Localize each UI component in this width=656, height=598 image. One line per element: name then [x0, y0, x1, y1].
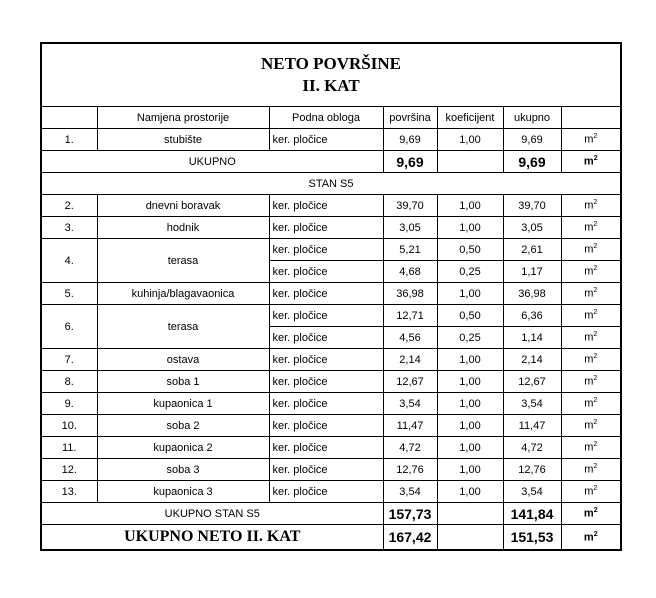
room-name: soba 2 [97, 415, 269, 437]
row-number: 11. [41, 437, 97, 459]
area-value: 5,21 [383, 239, 437, 261]
unit-exponent: 2 [593, 353, 598, 361]
subtotal-area: 9,69 [383, 151, 437, 173]
unit-exponent: 2 [593, 331, 598, 339]
floor-type: ker. pločice [269, 437, 383, 459]
area-value: 36,98 [383, 283, 437, 305]
room-name: hodnik [97, 217, 269, 239]
row-number: 8. [41, 371, 97, 393]
unit-label: m [584, 133, 594, 146]
header-namjena: Namjena prostorije [97, 107, 269, 129]
unit-cell [561, 239, 621, 261]
unit-label: m [584, 199, 594, 212]
floor-type: ker. pločice [269, 459, 383, 481]
area-value: 4,68 [383, 261, 437, 283]
row-number: 4. [41, 239, 97, 283]
unit-exponent: 2 [593, 155, 598, 163]
subtotal-row [41, 503, 621, 525]
area-value: 3,54 [383, 393, 437, 415]
coefficient-value: 1,00 [437, 371, 503, 393]
row-number: 2. [41, 195, 97, 217]
subtotal-row [41, 151, 621, 173]
floor-type: ker. pločice [269, 305, 383, 327]
unit-exponent: 2 [593, 309, 598, 317]
room-name: terasa [97, 239, 269, 283]
grand-total-row [41, 525, 621, 551]
floor-type: ker. pločice [269, 283, 383, 305]
total-value: 2,14 [503, 349, 561, 371]
unit-exponent: 2 [593, 530, 598, 538]
table-row [41, 459, 621, 481]
unit-cell [561, 283, 621, 305]
coefficient-value: 1,00 [437, 217, 503, 239]
header-ukupno: ukupno [503, 107, 561, 129]
floor-type: ker. pločice [269, 239, 383, 261]
unit-exponent: 2 [593, 133, 598, 141]
table-row [41, 195, 621, 217]
table-row [41, 217, 621, 239]
subtotal-total: 141,84 [503, 503, 561, 525]
coefficient-value: 1,00 [437, 129, 503, 151]
subtotal-label: UKUPNO [41, 151, 383, 173]
unit-cell [561, 195, 621, 217]
floor-type: ker. pločice [269, 327, 383, 349]
unit-exponent: 2 [593, 287, 598, 295]
total-value: 12,76 [503, 459, 561, 481]
floor-type: ker. pločice [269, 195, 383, 217]
header-koeficijent: koeficijent [437, 107, 503, 129]
unit-cell [561, 129, 621, 151]
room-name: kupaonica 2 [97, 437, 269, 459]
subtotal-area: 157,73 [383, 503, 437, 525]
stan-rows [41, 195, 621, 503]
coefficient-value: 1,00 [437, 415, 503, 437]
grand-total-coef-empty [437, 525, 503, 551]
room-name: dnevni boravak [97, 195, 269, 217]
unit-exponent: 2 [593, 243, 598, 251]
header-povrsina: površina [383, 107, 437, 129]
unit-label: m [584, 221, 594, 234]
table-row [41, 393, 621, 415]
row-number: 7. [41, 349, 97, 371]
title-line-2: II. KAT [302, 76, 360, 95]
subtotal-coef-empty [437, 503, 503, 525]
room-name: kuhinja/blagavaonica [97, 283, 269, 305]
unit-label: m [584, 243, 594, 256]
total-value: 3,54 [503, 393, 561, 415]
unit-label: m [584, 375, 594, 388]
coefficient-value: 1,00 [437, 195, 503, 217]
total-value: 6,36 [503, 305, 561, 327]
area-value: 11,47 [383, 415, 437, 437]
coefficient-value: 0,25 [437, 261, 503, 283]
unit-label: m [584, 353, 594, 366]
unit-label: m [584, 397, 594, 410]
room-name: kupaonica 1 [97, 393, 269, 415]
unit-cell [561, 503, 621, 525]
total-value: 2,61 [503, 239, 561, 261]
row-number: 12. [41, 459, 97, 481]
unit-cell [561, 481, 621, 503]
section-label: STAN S5 [41, 173, 621, 195]
title-line-1: NETO POVRŠINE [261, 54, 401, 73]
header-empty [41, 107, 97, 129]
net-area-table [40, 42, 622, 551]
row-number: 6. [41, 305, 97, 349]
room-name: soba 1 [97, 371, 269, 393]
total-value: 36,98 [503, 283, 561, 305]
coefficient-value: 1,00 [437, 459, 503, 481]
header-unit-empty [561, 107, 621, 129]
unit-label: m [584, 309, 594, 322]
unit-cell [561, 415, 621, 437]
floor-type: ker. pločice [269, 371, 383, 393]
unit-label: m [584, 287, 594, 300]
area-value: 3,05 [383, 217, 437, 239]
grand-total-label: UKUPNO NETO II. KAT [41, 525, 383, 551]
unit-cell [561, 261, 621, 283]
unit-cell [561, 459, 621, 481]
floor-type: ker. pločice [269, 415, 383, 437]
header-row [41, 107, 621, 129]
row-number: 3. [41, 217, 97, 239]
floor-type: ker. pločice [269, 393, 383, 415]
unit-exponent: 2 [593, 507, 598, 515]
area-value: 39,70 [383, 195, 437, 217]
unit-exponent: 2 [593, 265, 598, 273]
floor-type: ker. pločice [269, 217, 383, 239]
table-row [41, 305, 621, 327]
unit-label: m [583, 531, 594, 544]
floor-type: ker. pločice [269, 129, 383, 151]
unit-cell [561, 151, 621, 173]
table-row [41, 371, 621, 393]
row-number: 5. [41, 283, 97, 305]
subtotal-total: 9,69 [503, 151, 561, 173]
table-row [41, 481, 621, 503]
header-podna: Podna obloga [269, 107, 383, 129]
area-table-sheet [40, 42, 620, 551]
area-value: 12,67 [383, 371, 437, 393]
unit-exponent: 2 [593, 199, 598, 207]
table-title [41, 43, 621, 107]
area-value: 12,76 [383, 459, 437, 481]
unit-label: m [583, 507, 594, 520]
unit-cell [561, 525, 621, 551]
table-row [41, 283, 621, 305]
coefficient-value: 0,25 [437, 327, 503, 349]
grand-total-total: 151,53 [503, 525, 561, 551]
unit-label: m [584, 331, 594, 344]
section-row [41, 173, 621, 195]
unit-label: m [584, 419, 594, 432]
unit-exponent: 2 [593, 485, 598, 493]
total-value: 3,05 [503, 217, 561, 239]
total-value: 1,17 [503, 261, 561, 283]
table-row [41, 349, 621, 371]
coefficient-value: 1,00 [437, 283, 503, 305]
total-value: 4,72 [503, 437, 561, 459]
table-row [41, 437, 621, 459]
unit-cell [561, 349, 621, 371]
row-number: 10. [41, 415, 97, 437]
unit-label: m [584, 485, 594, 498]
room-name: soba 3 [97, 459, 269, 481]
total-value: 9,69 [503, 129, 561, 151]
table-row [41, 239, 621, 261]
unit-label: m [584, 441, 594, 454]
room-name: stubište [97, 129, 269, 151]
coefficient-value: 0,50 [437, 239, 503, 261]
floor-type: ker. pločice [269, 349, 383, 371]
total-value: 1,14 [503, 327, 561, 349]
table-row [41, 415, 621, 437]
area-value: 4,56 [383, 327, 437, 349]
subtotal-coef-empty [437, 151, 503, 173]
floor-type: ker. pločice [269, 261, 383, 283]
unit-exponent: 2 [593, 375, 598, 383]
floor-type: ker. pločice [269, 481, 383, 503]
coefficient-value: 1,00 [437, 393, 503, 415]
total-value: 12,67 [503, 371, 561, 393]
coefficient-value: 1,00 [437, 349, 503, 371]
unit-cell [561, 437, 621, 459]
area-value: 3,54 [383, 481, 437, 503]
unit-exponent: 2 [593, 419, 598, 427]
unit-exponent: 2 [593, 397, 598, 405]
coefficient-value: 0,50 [437, 305, 503, 327]
unit-cell [561, 371, 621, 393]
room-name: ostava [97, 349, 269, 371]
unit-exponent: 2 [593, 441, 598, 449]
unit-exponent: 2 [593, 221, 598, 229]
area-value: 2,14 [383, 349, 437, 371]
area-value: 9,69 [383, 129, 437, 151]
coefficient-value: 1,00 [437, 437, 503, 459]
unit-label: m [584, 265, 594, 278]
unit-cell [561, 217, 621, 239]
row-number: 1. [41, 129, 97, 151]
unit-cell [561, 327, 621, 349]
coefficient-value: 1,00 [437, 481, 503, 503]
total-value: 3,54 [503, 481, 561, 503]
total-value: 39,70 [503, 195, 561, 217]
grand-total-area: 167,42 [383, 525, 437, 551]
unit-label: m [583, 155, 594, 168]
unit-exponent: 2 [593, 463, 598, 471]
subtotal-label: UKUPNO STAN S5 [41, 503, 383, 525]
unit-cell [561, 305, 621, 327]
area-value: 12,71 [383, 305, 437, 327]
unit-label: m [584, 463, 594, 476]
row-number: 9. [41, 393, 97, 415]
table-row [41, 129, 621, 151]
total-value: 11,47 [503, 415, 561, 437]
area-value: 4,72 [383, 437, 437, 459]
room-name: kupaonica 3 [97, 481, 269, 503]
room-name: terasa [97, 305, 269, 349]
row-number: 13. [41, 481, 97, 503]
unit-cell [561, 393, 621, 415]
